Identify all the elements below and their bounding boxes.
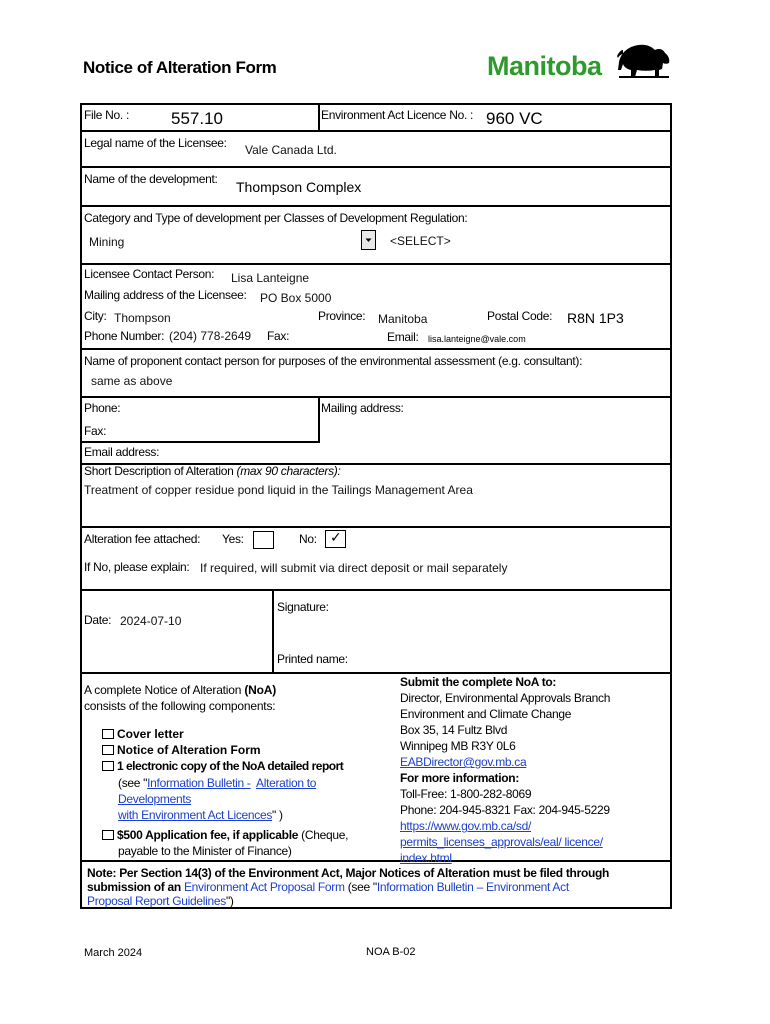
manitoba-logo [487, 38, 677, 86]
submit-line1: Director, Environmental Approvals Branch [400, 691, 611, 705]
form-title: Notice of Alteration Form [83, 58, 277, 77]
alteration-bulletin-link-3[interactable]: Developments [118, 792, 192, 806]
checkbox-icon [102, 729, 114, 739]
note-block [87, 866, 609, 908]
fee-label: Alteration fee attached: [84, 532, 201, 546]
website-link-3[interactable]: index.html [400, 851, 452, 865]
alteration-bulletin-link[interactable]: Information Bulletin - [147, 776, 251, 790]
city-value[interactable]: Thompson [114, 311, 171, 325]
development-label: Name of the development: [84, 172, 218, 186]
email-label: Email: [387, 330, 419, 344]
fee-no-label: No: [299, 532, 317, 546]
description-value[interactable]: Treatment of copper residue pond liquid in the Tailings Management Area [84, 483, 473, 497]
bison-icon [615, 40, 673, 82]
category-dropdown-button[interactable] [361, 230, 376, 250]
province-value[interactable]: Manitoba [378, 312, 428, 326]
components-block [84, 682, 276, 714]
website-link-1[interactable]: https://www.gov.mb.ca/sd/ [400, 819, 531, 833]
mailing-address-value[interactable]: PO Box 5000 [260, 291, 332, 305]
fee-explain-label: If No, please explain: [84, 560, 190, 574]
type-select[interactable]: <SELECT> [390, 234, 451, 248]
file-no-value[interactable]: 557.10 [171, 109, 223, 128]
proposal-form-link[interactable]: Environment Act Proposal Form [183, 880, 345, 894]
file-no-label: File No. : [84, 108, 130, 122]
development-value[interactable]: Thompson Complex [236, 179, 362, 195]
category-value: Mining [89, 235, 125, 249]
proponent-label: Name of proponent contact person for purposes of the environmental assessment (e.g. consultant): [84, 354, 583, 368]
licensee-label: Legal name of the Licensee: [84, 136, 227, 150]
licence-no-label: Environment Act Licence No. : [321, 108, 474, 122]
components-intro-line1: A complete Notice of Alteration (NoA) [84, 683, 277, 697]
contact-person-value[interactable]: Lisa Lanteigne [231, 271, 310, 285]
proponent-email-label: Email address: [84, 445, 160, 459]
description-label-line [84, 464, 341, 478]
tollfree-text: Toll-Free: 1-800-282-8069 [400, 787, 532, 801]
components-intro-line2: consists of the following components: [84, 699, 276, 713]
proponent-value[interactable]: same as above [91, 374, 173, 388]
fee-no-checkbox[interactable] [325, 530, 346, 548]
date-label: Date: [84, 613, 112, 627]
postal-code-value[interactable]: R8N 1P3 [567, 310, 624, 326]
component-item-3[interactable]: 1 electronic copy of the NoA detailed report [102, 759, 343, 773]
proposal-guidelines-link[interactable]: Proposal Report Guidelines [87, 894, 226, 908]
check-mark-icon: ✓ [330, 530, 342, 546]
more-info-title: For more information: [400, 771, 520, 785]
fee-yes-checkbox[interactable] [253, 531, 274, 549]
alteration-bulletin-link-4[interactable]: with Environment Act Licences [118, 808, 273, 822]
proponent-phone-label: Phone: [84, 401, 121, 415]
proponent-mailing-label: Mailing address: [321, 401, 404, 415]
footer-code: NOA B-02 [366, 946, 416, 958]
footer-date: March 2024 [84, 947, 143, 959]
component-item-2[interactable]: Notice of Alteration Form [102, 743, 261, 757]
contact-person-label: Licensee Contact Person: [84, 267, 215, 281]
signature-label: Signature: [277, 600, 329, 614]
fee-explain-value[interactable]: If required, will submit via direct deposit or mail separately [200, 561, 508, 575]
triangle-down-icon [362, 231, 375, 249]
component-item-3-see: (see "Information Bulletin - Alteration to Developments with Environment Act Licences" ) [118, 776, 317, 822]
website-link-2[interactable]: permits_licenses_approvals/eal/ licence/ [400, 835, 603, 849]
director-email-link[interactable]: EABDirector@gov.mb.ca [400, 755, 527, 769]
phone-number-value[interactable]: (204) 778-2649 [169, 329, 252, 343]
submit-title: Submit the complete NoA to: [400, 675, 557, 689]
date-value[interactable]: 2024-07-10 [120, 614, 182, 628]
submit-line4: Winnipeg MB R3Y 0L6 [400, 739, 516, 753]
description-label: Short Description of Alteration [84, 464, 234, 478]
submit-block [400, 674, 610, 866]
checkbox-icon [102, 745, 114, 755]
city-label: City: [84, 309, 107, 323]
licence-no-value[interactable]: 960 VC [486, 109, 543, 128]
licensee-value[interactable]: Vale Canada Ltd. [245, 143, 337, 157]
phone-fax-text: Phone: 204-945-8321 Fax: 204-945-5229 [400, 803, 610, 817]
printed-name-label: Printed name: [277, 652, 348, 666]
province-label: Province: [318, 309, 366, 323]
alteration-bulletin-link-2[interactable]: Alteration to [256, 776, 317, 790]
note-line2: submission of an Environment Act Proposal Form (see "Information Bulletin – Environment Act [87, 880, 569, 894]
proponent-fax-label: Fax: [84, 424, 107, 438]
component-item-4[interactable]: $500 Application fee, if applicable (Cheque, payable to the Minister of Finance) [102, 827, 348, 859]
mailing-address-label: Mailing address of the Licensee: [84, 288, 247, 302]
checkbox-icon [102, 830, 114, 840]
note-line3: Proposal Report Guidelines") [87, 894, 234, 908]
email-value[interactable]: lisa.lanteigne@vale.com [428, 334, 526, 344]
logo-text: Manitoba [487, 51, 602, 81]
description-hint: (max 90 characters): [236, 464, 341, 478]
fee-yes-label: Yes: [222, 532, 244, 546]
postal-code-label: Postal Code: [487, 309, 553, 323]
fax-label: Fax: [267, 329, 290, 343]
submit-line2: Environment and Climate Change [400, 707, 572, 721]
phone-number-label: Phone Number: [84, 329, 165, 343]
category-label: Category and Type of development per Classes of Development Regulation: [84, 211, 468, 225]
proposal-bulletin-link[interactable]: Information Bulletin – Environment Act [376, 880, 569, 894]
note-line1: Note: Per Section 14(3) of the Environment Act, Major Notices of Alteration must be filed through [87, 866, 610, 880]
component-item-1[interactable]: Cover letter [102, 727, 184, 741]
checkbox-icon [102, 761, 114, 771]
submit-line3: Box 35, 14 Fultz Blvd [400, 723, 508, 737]
